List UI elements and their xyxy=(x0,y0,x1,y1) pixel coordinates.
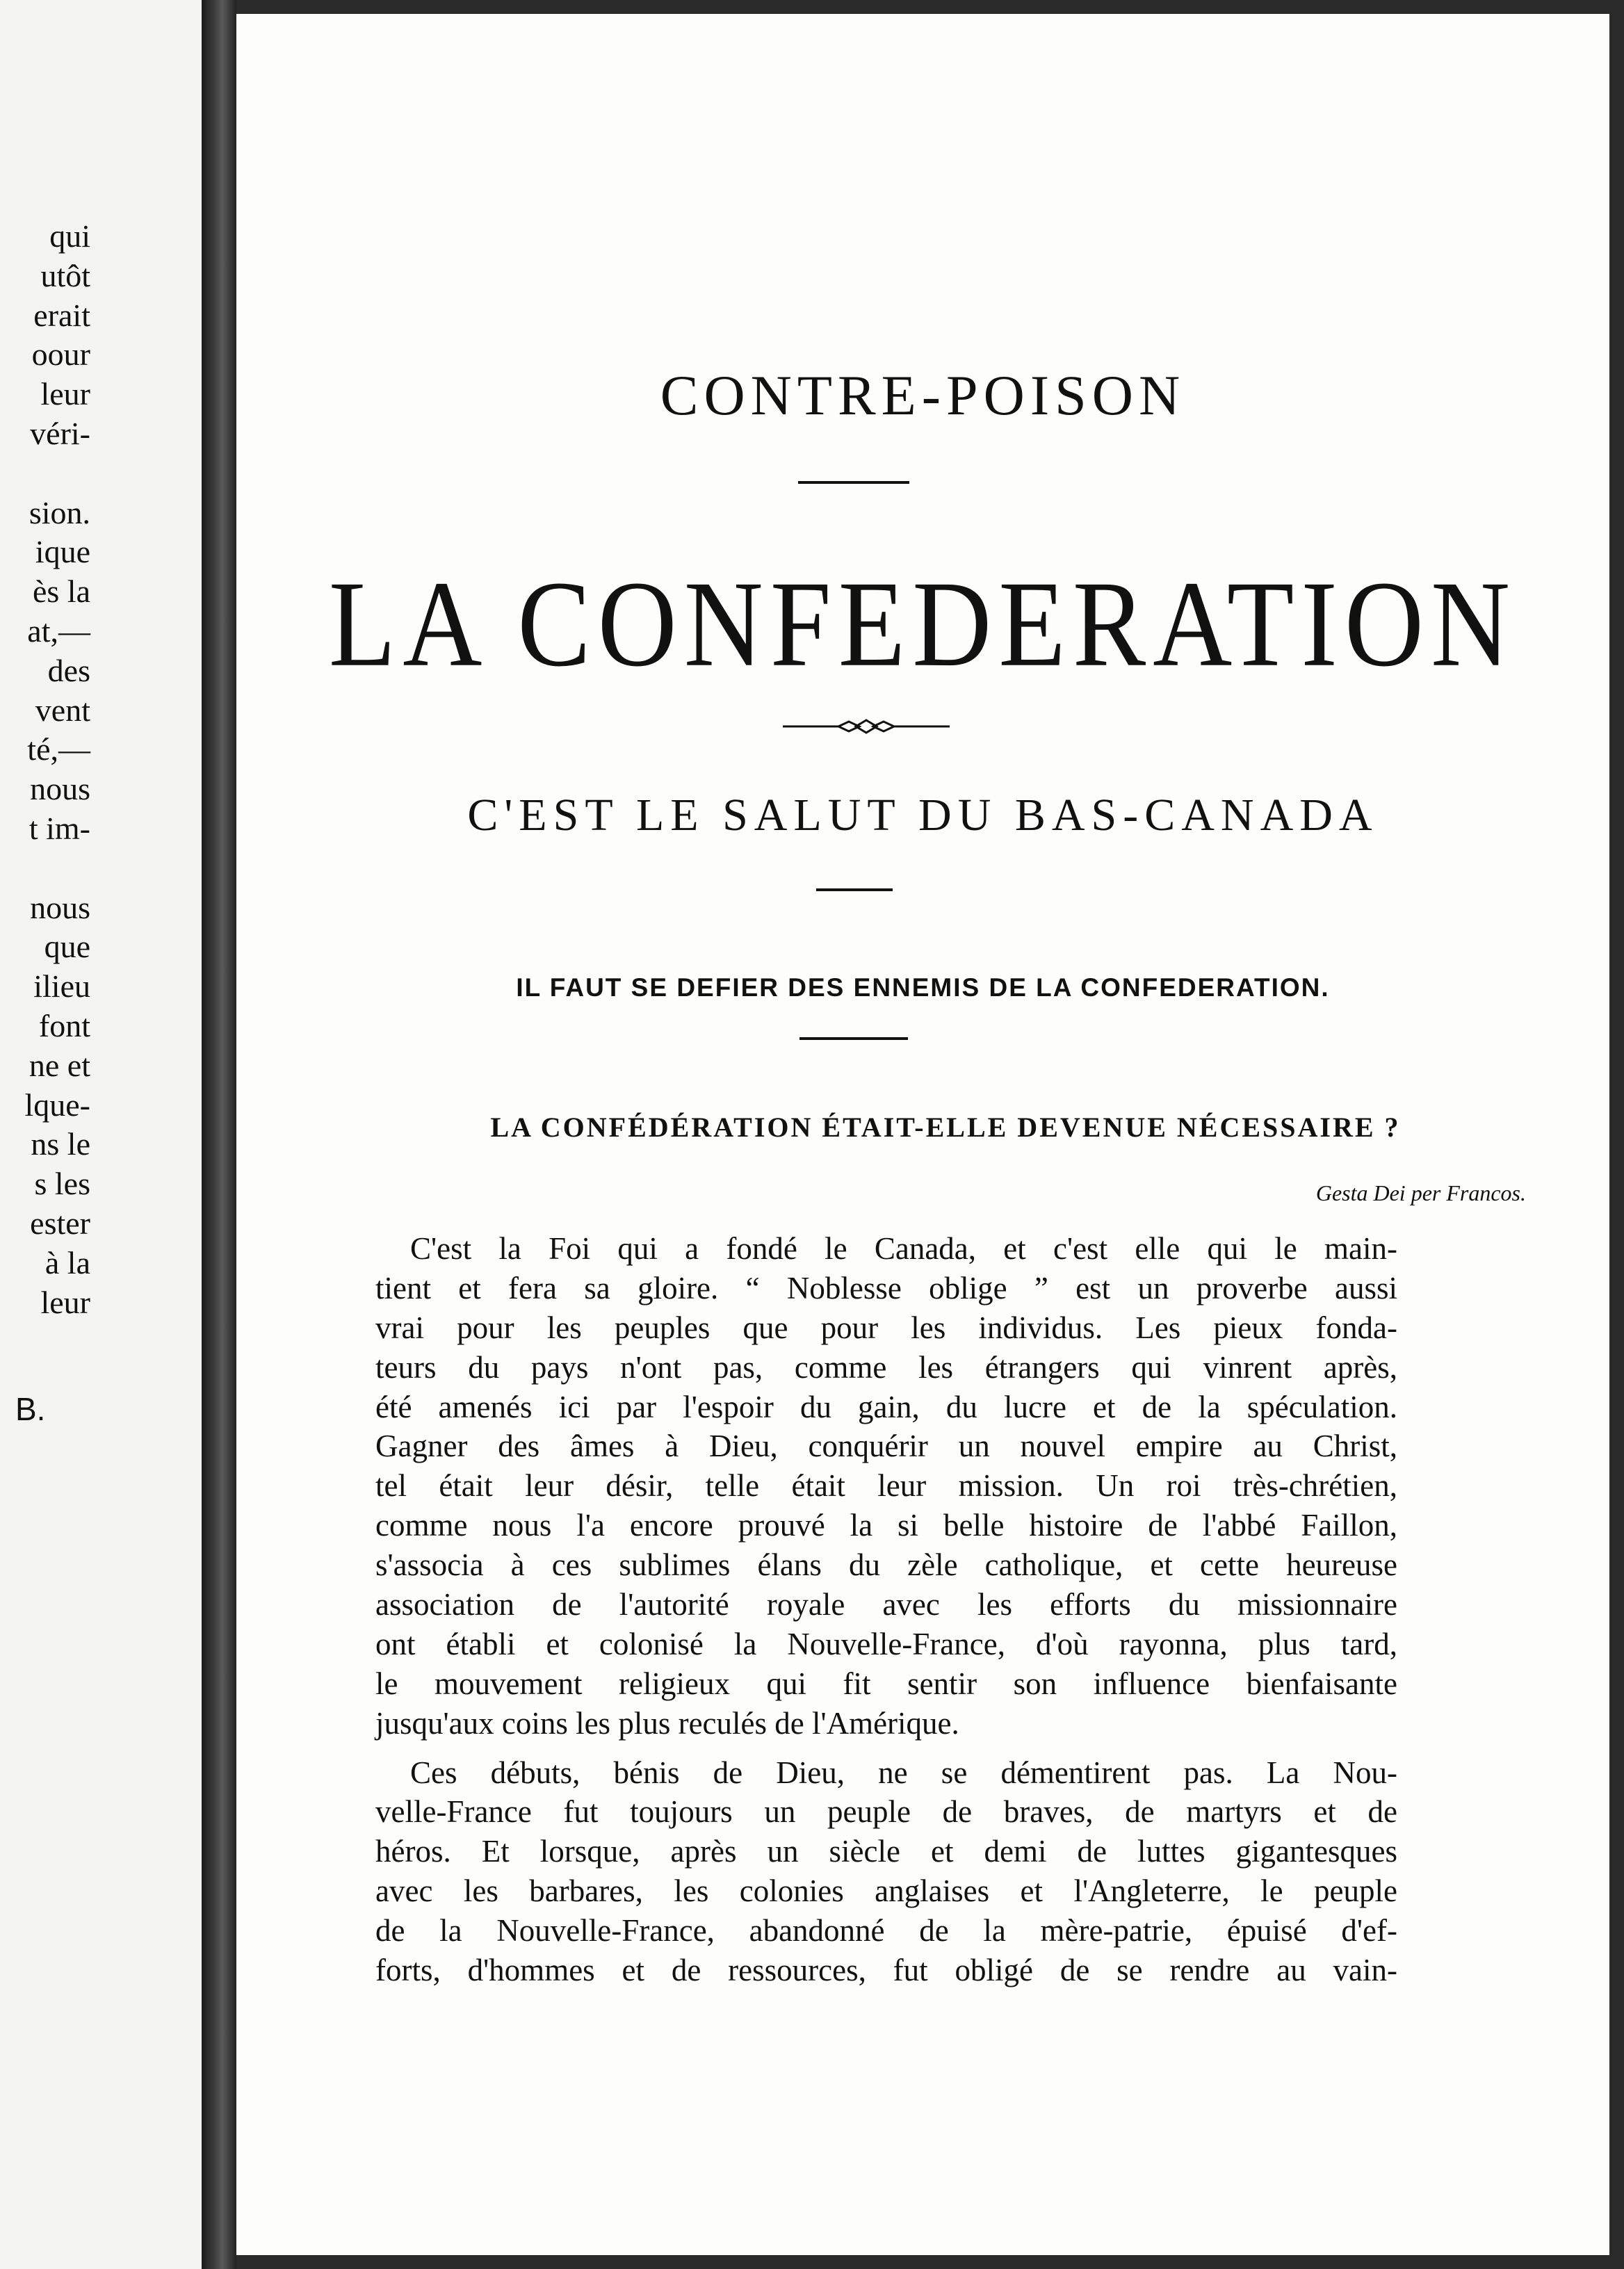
text-line: C'est la Foi qui a fondé le Canada, et c'est elle qui le main- xyxy=(410,1231,1397,1266)
previous-page-line: erait xyxy=(33,297,90,333)
previous-page-line: vent xyxy=(35,692,90,728)
text-line: association de l'autorité royale avec les efforts du missionnaire xyxy=(375,1587,1397,1623)
text-line: s'associa à ces sublimes élans du zèle catholique, et cette heureuse xyxy=(375,1547,1397,1583)
text-line: héros. Et lorsque, après un siècle et demi de luttes gigantesques xyxy=(375,1834,1397,1869)
text-line: Gagner des âmes à Dieu, conquérir un nouvel empire au Christ, xyxy=(375,1429,1397,1464)
paragraph-2 xyxy=(341,1753,1397,1990)
previous-page-text xyxy=(0,217,90,1322)
previous-page-line: que xyxy=(44,929,90,965)
text-line: teurs du pays n'ont pas, comme les étrangers qui vinrent après, xyxy=(375,1349,1397,1385)
previous-page-line: utôt xyxy=(40,257,90,293)
previous-page-line xyxy=(0,849,90,888)
previous-page-line: à la xyxy=(44,1244,90,1280)
previous-page-line: ester xyxy=(30,1205,90,1241)
previous-page-line: véri- xyxy=(30,415,90,451)
previous-page-line: leur xyxy=(40,1284,90,1320)
previous-page-line: ne et xyxy=(29,1047,90,1083)
text-line: velle-France fut toujours un peuple de braves, de martyrs et de xyxy=(375,1794,1397,1830)
previous-page-line: ès la xyxy=(32,574,90,610)
title-rule-1 xyxy=(798,481,909,484)
body-text xyxy=(341,1229,1397,1990)
previous-page-line: oour xyxy=(31,336,90,373)
previous-page-line: at,— xyxy=(27,612,90,649)
previous-page-line: sion. xyxy=(29,494,90,530)
text-line: le mouvement religieux qui fit sentir son influence bienfaisante xyxy=(375,1666,1397,1701)
previous-page-line: leur xyxy=(40,376,90,412)
text-line: vrai pour les peuples que pour les individus. Les pieux fonda- xyxy=(375,1310,1397,1345)
previous-page-line: s les xyxy=(34,1166,90,1202)
previous-page-line: ns le xyxy=(31,1126,90,1162)
previous-page-fragment xyxy=(0,0,202,2269)
text-line: été amenés ici par l'espoir du gain, du lucre et de la spéculation. xyxy=(375,1389,1397,1424)
previous-page-line: ilieu xyxy=(33,968,90,1005)
previous-page-line xyxy=(0,454,90,494)
title-contre-poison: CONTRE-POISON xyxy=(660,364,1186,427)
text-line: tel était leur désir, telle était leur mission. Un roi très-chrétien, xyxy=(375,1468,1397,1504)
text-line: comme nous l'a encore prouvé la si belle histoire de l'abbé Faillon, xyxy=(375,1508,1397,1543)
text-line: jusqu'aux coins les plus reculés de l'Amérique. xyxy=(375,1705,959,1741)
previous-page-line: nous xyxy=(30,771,90,807)
previous-page-line: qui xyxy=(49,218,90,254)
text-line: ont établi et colonisé la Nouvelle-France, d'où rayonna, plus tard, xyxy=(375,1626,1397,1661)
previous-page-signature: B. xyxy=(15,1391,46,1427)
previous-page-line: t im- xyxy=(29,810,90,846)
title-rule-3 xyxy=(799,1037,908,1040)
text-line: forts, d'hommes et de ressources, fut obligé de se rendre au vain- xyxy=(375,1953,1397,1988)
previous-page-line: des xyxy=(47,652,90,688)
epigraph: Gesta Dei per Francos. xyxy=(1315,1180,1526,1205)
text-line: de la Nouvelle-France, abandonné de la mère-patrie, épuisé d'ef- xyxy=(375,1913,1397,1949)
previous-page-line: té,— xyxy=(27,731,90,767)
text-line: Ces débuts, bénis de Dieu, ne se démentirent pas. La Nou- xyxy=(410,1755,1397,1790)
title-salut-bas-canada: C'EST LE SALUT DU BAS-CANADA xyxy=(467,790,1379,840)
document-page xyxy=(236,14,1609,2255)
previous-page-line: ique xyxy=(35,534,90,570)
title-la-confederation: LA CONFEDERATION xyxy=(328,555,1518,692)
section-heading: LA CONFÉDÉRATION ÉTAIT-ELLE DEVENUE NÉCESSAIRE ? xyxy=(490,1112,1401,1143)
book-spine xyxy=(202,0,236,2269)
paragraph-1 xyxy=(341,1229,1397,1743)
previous-page-line: lque- xyxy=(24,1087,90,1123)
text-line: avec les barbares, les colonies anglaises et l'Angleterre, le peuple xyxy=(375,1873,1397,1909)
previous-page-line: font xyxy=(38,1007,90,1043)
text-line: tient et fera sa gloire. “ Noblesse oblige ” est un proverbe aussi xyxy=(375,1270,1397,1306)
ornament-divider xyxy=(783,716,950,737)
previous-page-line: nous xyxy=(30,889,90,925)
title-rule-2 xyxy=(816,888,893,891)
subtitle-defier-ennemis: IL FAUT SE DEFIER DES ENNEMIS DE LA CONFEDERATION. xyxy=(516,973,1330,1002)
